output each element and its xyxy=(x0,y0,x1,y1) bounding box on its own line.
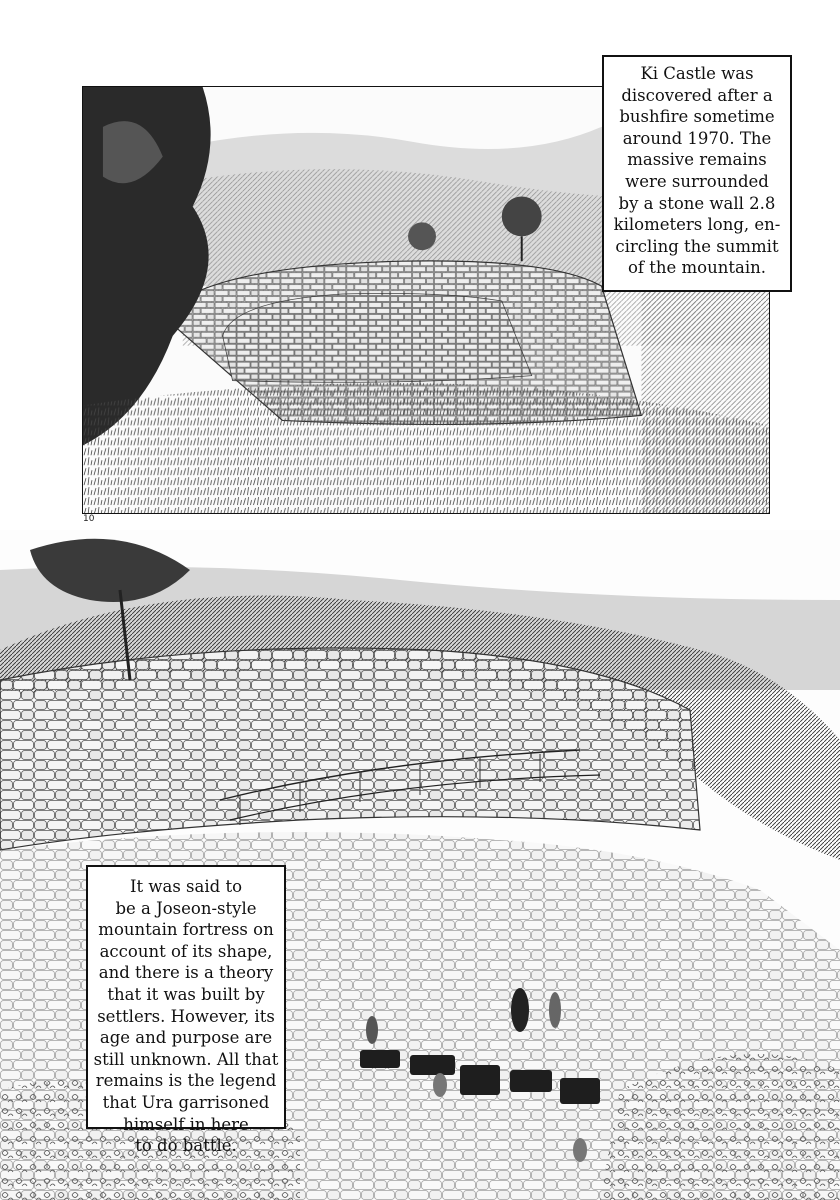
caption-bottom: It was said to be a Joseon-style mountain fortress on account of its shape, and there is a theory that it was built by settlers. However, its age and purpose are still unknown. All that remains is the legend that Ura garrisoned himself in here to do battle. xyxy=(86,865,286,1129)
caption-top: Ki Castle was discovered after a bushfire sometime around 1970. The massive remains were surrounded by a stone wall 2.8 kilometers long, en- circling the summit of the mountain. xyxy=(602,55,792,292)
page-number: 10 xyxy=(83,514,95,524)
